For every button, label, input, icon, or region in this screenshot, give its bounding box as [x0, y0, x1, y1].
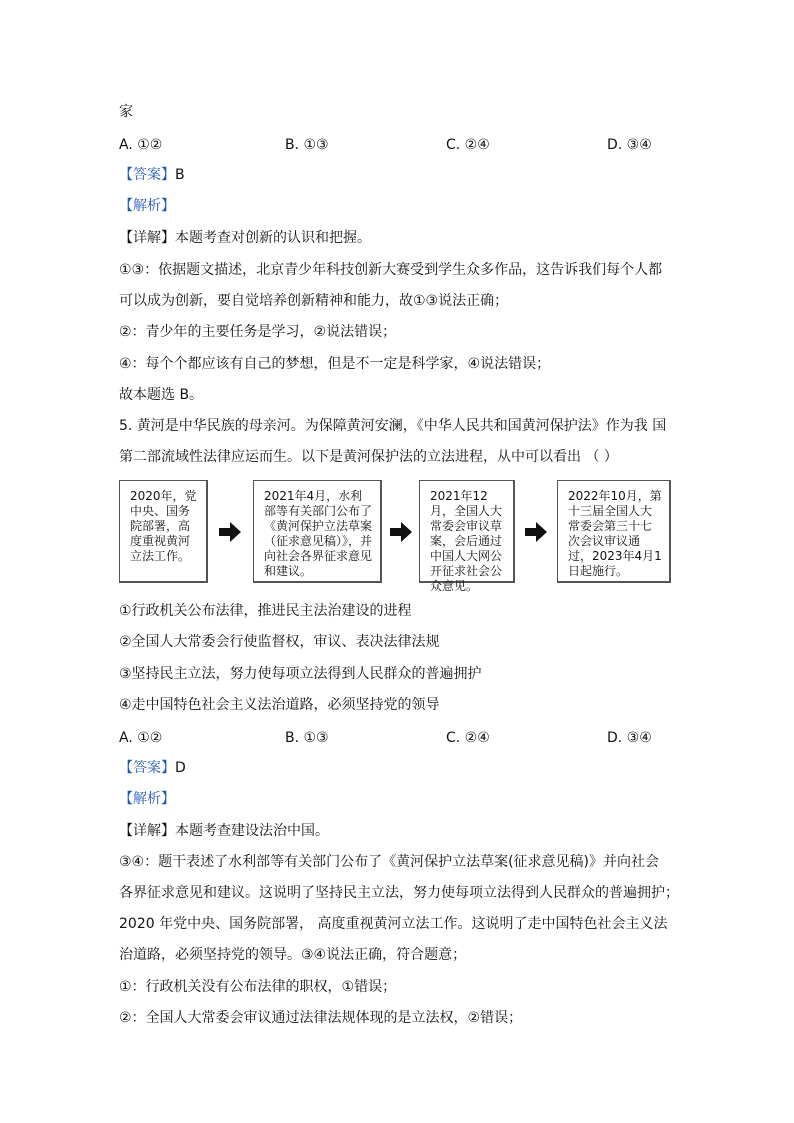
q4-option-a[interactable]: A. ①② — [119, 137, 163, 153]
q4-analysis-line-2: 可以成为创新，要自觉培养创新精神和能力，故①③说法正确； — [119, 293, 509, 309]
q4-analysis-tag: 【解析】 — [119, 198, 175, 214]
q5-statement-1: ①行政机关公布法律，推进民主法治建设的进程 — [119, 603, 412, 619]
flow-step-4: 2022年10月，第十三届全国人大常委会第三十七次会议审议通过，2023年4月1日起施行。 — [557, 480, 671, 583]
q5-statement-3: ③坚持民主立法，努力使每项立法得到人民群众的普遍拥护 — [119, 666, 482, 682]
q5-answer — [119, 758, 186, 778]
q4-analysis-line-3: ②：青少年的主要任务是学习，②说法错误； — [119, 324, 397, 340]
q4-analysis-line-5: 故本题选 B。 — [119, 387, 204, 403]
detail-tag: 【详解】 — [119, 823, 175, 839]
answer-tag: 【答案】 — [119, 760, 175, 776]
q5-option-b[interactable]: B. ①③ — [285, 730, 329, 746]
q5-detail — [119, 821, 329, 841]
q5-analysis-line-6: ②：全国人大常委会审议通过法律法规体现的是立法权，②错误； — [119, 1010, 523, 1026]
q5-analysis-line-3: 2020 年党中央、国务院部署， 高度重视黄河立法工作。这说明了走中国特色社会主义法 — [119, 916, 668, 932]
answer-value: D — [175, 760, 186, 776]
q5-stem-line-1: 5. 黄河是中华民族的母亲河。为保障黄河安澜，《中华人民共和国黄河保护法》作为我 国 — [119, 418, 667, 434]
q4-detail — [119, 228, 371, 248]
q5-analysis-line-4: 治道路，必须坚持党的领导。③④说法正确，符合题意； — [119, 947, 467, 963]
q4-answer — [119, 165, 185, 185]
flow-step-1: 2020年，党中央、国务院部署，高度重视黄河立法工作。 — [119, 480, 208, 583]
q5-option-a[interactable]: A. ①② — [119, 730, 163, 746]
answer-tag: 【答案】 — [119, 167, 175, 183]
detail-text: 本题考查建设法治中国。 — [175, 823, 329, 839]
q5-analysis-line-1: ③④：题干表述了水利部等有关部门公布了《黄河保护立法草案(征求意见稿)》并向社会 — [119, 854, 660, 870]
q5-analysis-line-5: ①：行政机关没有公布法律的职权，①错误； — [119, 979, 397, 995]
continued-text: 家 — [119, 104, 133, 120]
arrow-right-icon — [525, 522, 547, 542]
q5-analysis-tag: 【解析】 — [119, 791, 175, 807]
arrow-right-icon — [390, 522, 412, 542]
detail-text: 本题考查对创新的认识和把握。 — [175, 230, 371, 246]
q4-option-d[interactable]: D. ③④ — [607, 137, 652, 153]
q4-analysis-line-4: ④：每个个都应该有自己的梦想，但是不一定是科学家，④说法错误； — [119, 356, 551, 372]
arrow-right-icon — [219, 522, 241, 542]
q4-option-c[interactable]: C. ②④ — [446, 137, 490, 153]
detail-tag: 【详解】 — [119, 230, 175, 246]
q4-analysis-line-1: ①③：依据题文描述，北京青少年科技创新大赛受到学生众多作品，这告诉我们每个人都 — [119, 262, 663, 278]
q4-option-b[interactable]: B. ①③ — [285, 137, 329, 153]
q5-option-d[interactable]: D. ③④ — [607, 730, 652, 746]
q5-statement-2: ②全国人大常委会行使监督权，审议、表决法律法规 — [119, 634, 440, 650]
flow-step-2: 2021年4月，水利部等有关部门公布了《黄河保护立法草案（征求意见稿）》，并向社会各界征求意见和建议。 — [253, 480, 382, 583]
q5-analysis-line-2: 各界征求意见和建议。这说明了坚持民主立法，努力使每项立法得到人民群众的普遍拥护； — [119, 885, 679, 901]
q5-stem-line-2: 第二部流域性法律应运而生。以下是黄河保护法的立法进程，从中可以看出 （ ） — [119, 449, 618, 465]
q5-option-c[interactable]: C. ②④ — [446, 730, 490, 746]
flow-step-3: 2021年12月，全国人大常委会审议草案，会后通过中国人大网公开征求社会公众意见。 — [419, 480, 515, 583]
answer-value: B — [175, 167, 185, 183]
q5-statement-4: ④走中国特色社会主义法治道路，必须坚持党的领导 — [119, 697, 440, 713]
